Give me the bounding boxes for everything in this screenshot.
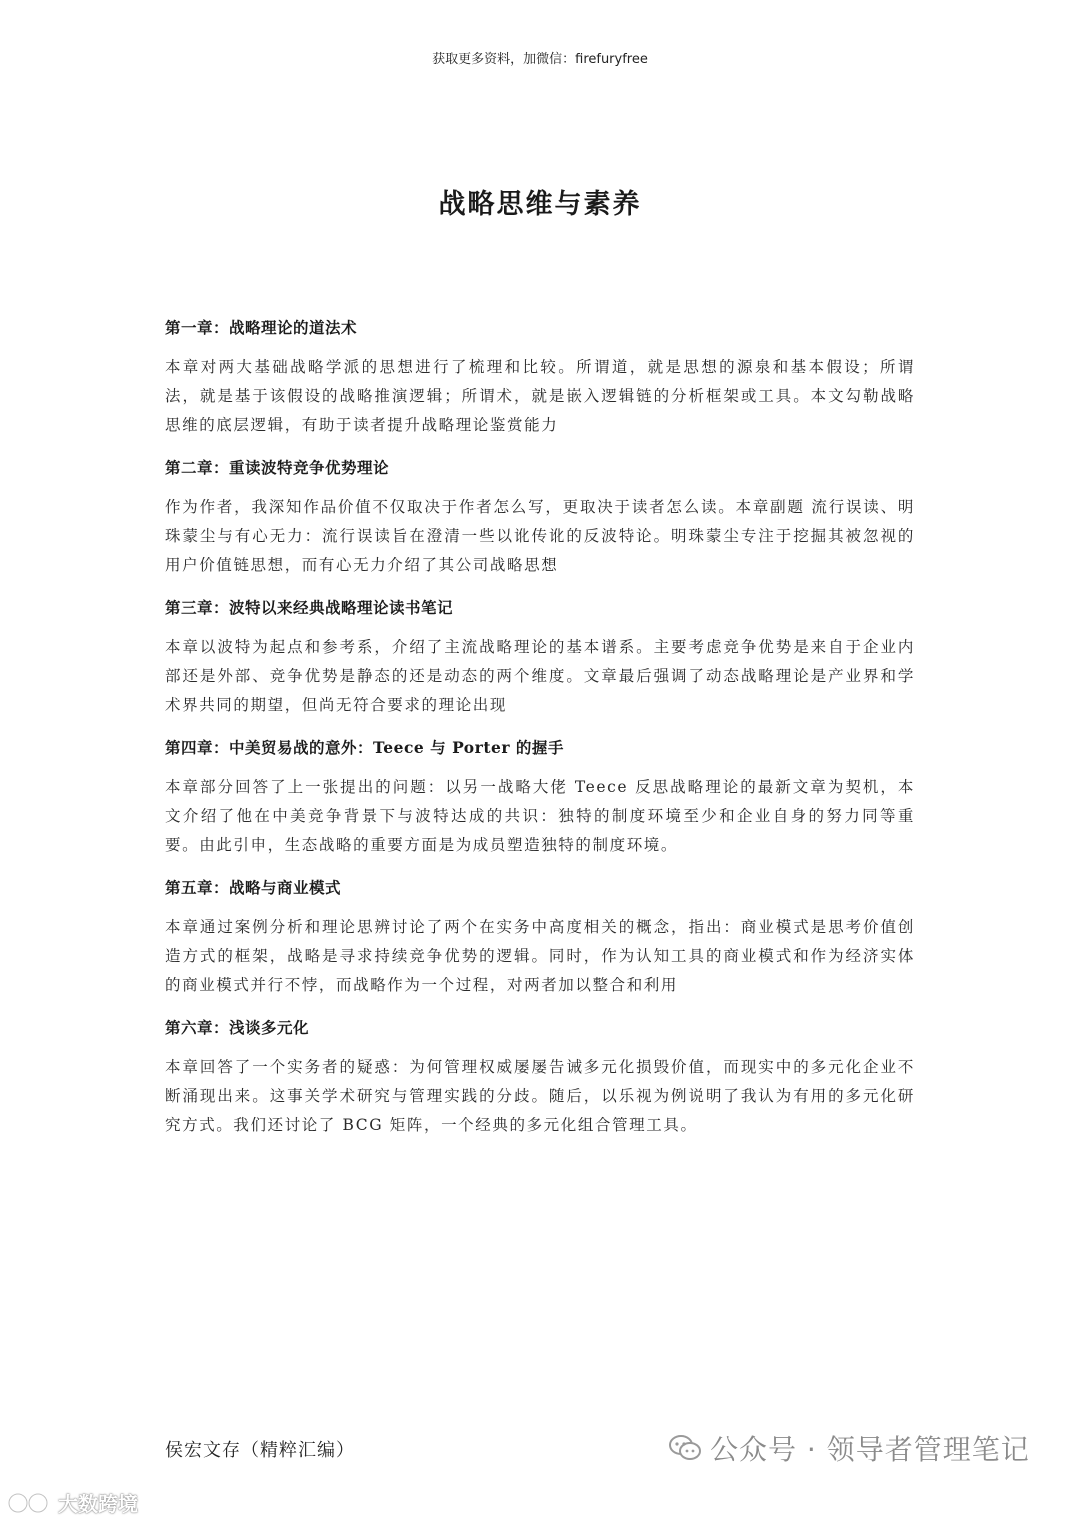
chapter-5-body: 本章通过案例分析和理论思辨讨论了两个在实务中高度相关的概念，指出：商业模式是思考价值创造方式的框架，战略是寻求持续竞争优势的逻辑。同时，作为认知工具的商业模式和作为经济实体的商业模式并行不悖，而战略作为一个过程，对两者加以整合和利用 xyxy=(165,918,915,994)
chapter-1-heading: 第一章：战略理论的道法术 xyxy=(165,318,358,337)
chapter-5-heading: 第五章：战略与商业模式 xyxy=(165,878,342,897)
wechat-watermark-text: 公众号 · 领导者管理笔记 xyxy=(710,1433,1030,1466)
wechat-icon xyxy=(668,1433,702,1463)
chapter-6-body: 本章回答了一个实务者的疑惑：为何管理权威屡屡告诫多元化损毁价值，而现实中的多元化企业不断涌现出来。这事关学术研究与管理实践的分歧。随后，以乐视为例说明了我认为有用的多元化研究方式。我们还讨论了 BCG 矩阵，一个经典的多元化组合管理工具。 xyxy=(165,1058,915,1134)
chapter-6-heading: 第六章：浅谈多元化 xyxy=(165,1018,310,1037)
chapter-1-body: 本章对两大基础战略学派的思想进行了梳理和比较。所谓道，就是思想的源泉和基本假设；所谓法，就是基于该假设的战略推演逻辑；所谓术，就是嵌入逻辑链的分析框架或工具。本文勾勒战略思维的底层逻辑，有助于读者提升战略理论鉴赏能力 xyxy=(165,358,915,434)
chapter-4-body: 本章部分回答了上一张提出的问题：以另一战略大佬 Teece 反思战略理论的最新文章为契机，本文介绍了他在中美竞争背景下与波特达成的共识：独特的制度环境至少和企业自身的努力同等重要。由此引申，生态战略的重要方面是为成员塑造独特的制度环境。 xyxy=(165,778,915,854)
chapter-list xyxy=(165,316,915,1156)
header-note: 获取更多资料，加微信：firefuryfree xyxy=(432,52,648,67)
document-title: 战略思维与素养 xyxy=(438,189,642,220)
wechat-watermark xyxy=(668,1428,1030,1468)
chapter-4-heading: 第四章：中美贸易战的意外：Teece 与 Porter 的握手 xyxy=(165,738,564,757)
page-footer: 侯宏文存（精粹汇编） xyxy=(165,1440,355,1461)
chapter-3-heading: 第三章：波特以来经典战略理论读书笔记 xyxy=(165,598,454,617)
chapter-2-heading: 第二章：重读波特竞争优势理论 xyxy=(165,458,390,477)
brand-logo-icon xyxy=(6,1490,52,1516)
chapter-2-body: 作为作者，我深知作品价值不仅取决于作者怎么写，更取决于读者怎么读。本章副题 流行误读、明珠蒙尘与有心无力：流行误读旨在澄清一些以讹传讹的反波特论。明珠蒙尘专注于挖掘其被忽视的用户价值链思想，而有心无力介绍了其公司战略思想 xyxy=(165,498,915,574)
brand-watermark xyxy=(6,1488,138,1517)
chapter-3-body: 本章以波特为起点和参考系，介绍了主流战略理论的基本谱系。主要考虑竞争优势是来自于企业内部还是外部、竞争优势是静态的还是动态的两个维度。文章最后强调了动态战略理论是产业界和学术界共同的期望，但尚无符合要求的理论出现 xyxy=(165,638,915,714)
brand-watermark-text: 大数跨境 xyxy=(58,1492,138,1516)
